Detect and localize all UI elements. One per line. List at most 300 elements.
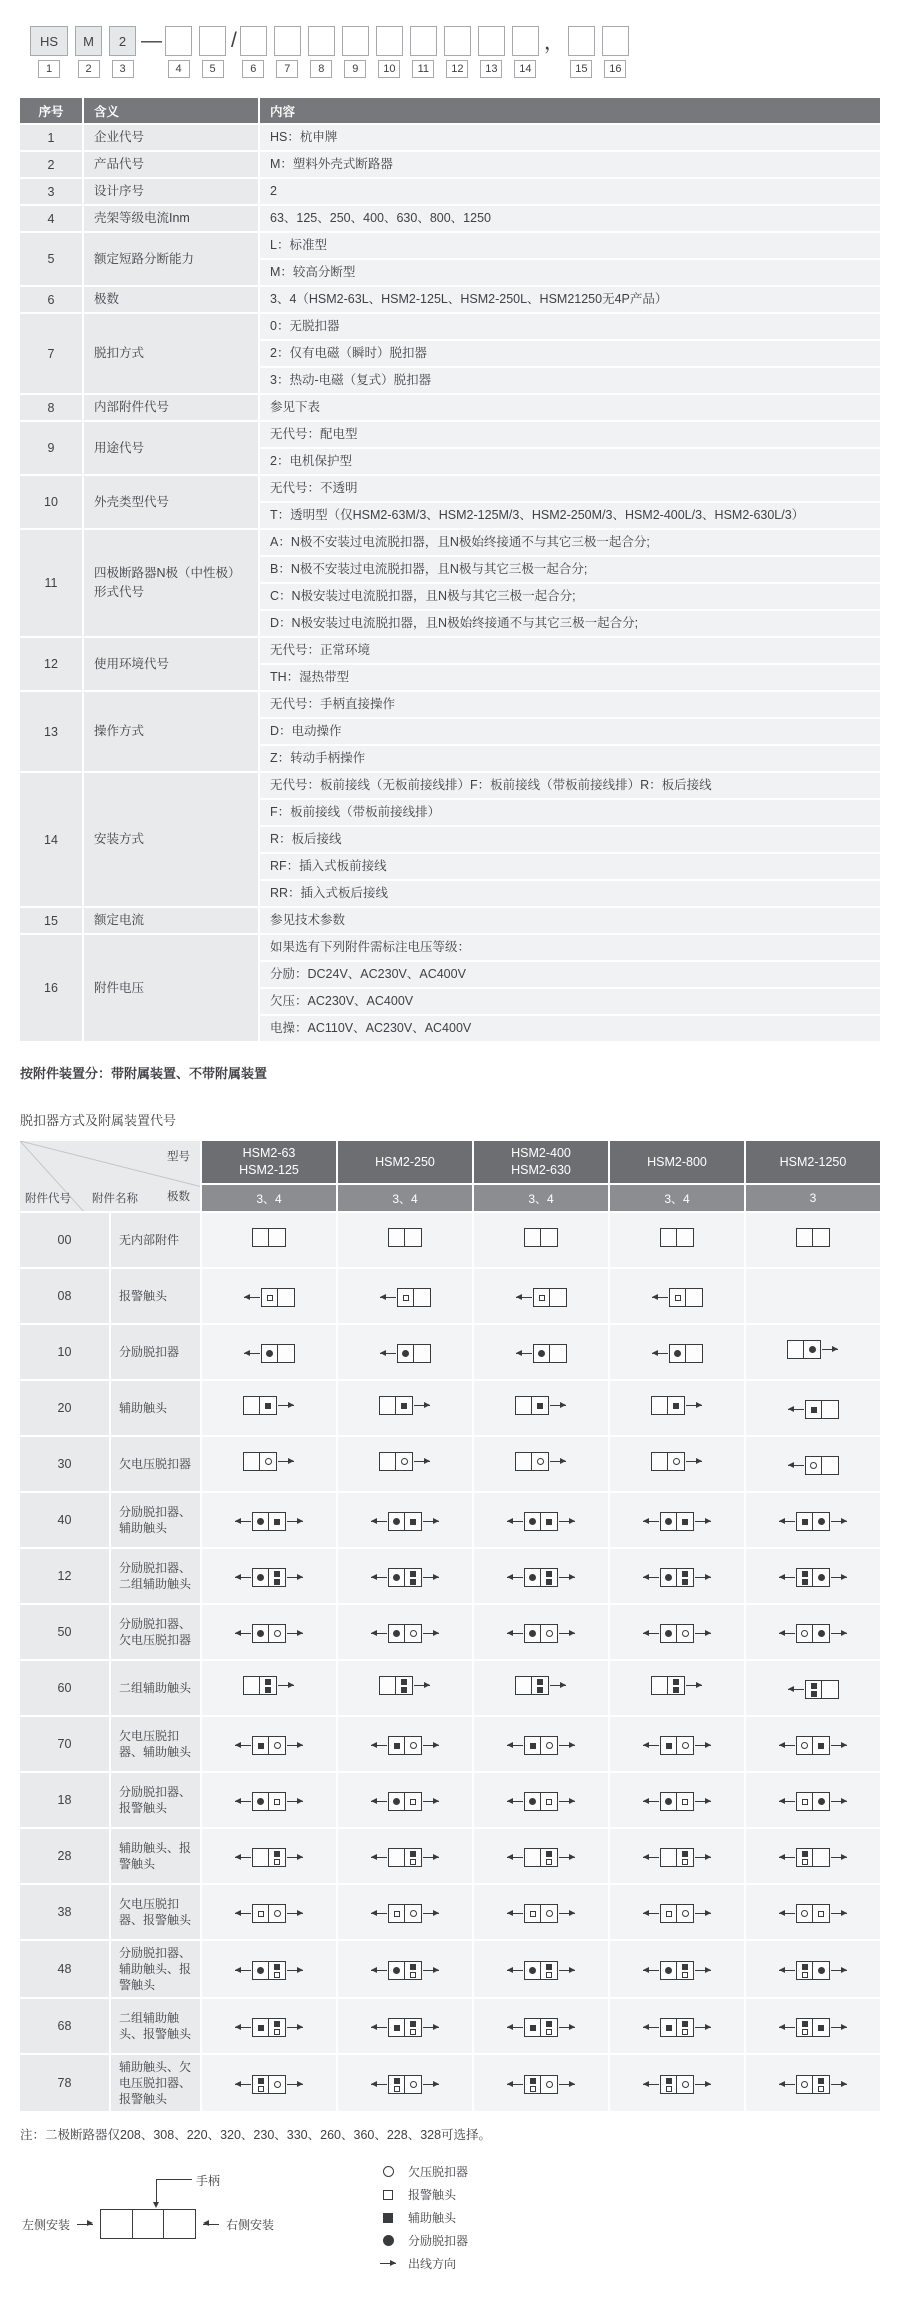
meaning-row: [19, 934, 881, 1042]
breaker-box: [669, 1344, 703, 1363]
aux-contact-symbol: [265, 1687, 271, 1693]
breaker-box: [660, 1736, 694, 1755]
accessory-diagram: [234, 2018, 304, 2037]
compartment: [252, 1736, 269, 1755]
undervoltage-release-symbol: [801, 1630, 808, 1637]
accessory-name: 报警触头: [110, 1268, 201, 1324]
accessory-code: 18: [19, 1772, 110, 1828]
breaker-box: [524, 2018, 558, 2037]
diagram-cell: [473, 1772, 609, 1828]
undervoltage-release-symbol: [682, 1910, 689, 1917]
content-line: A：N极不安装过电流脱扣器，且N极始终接通不与其它三极一起合分;: [270, 535, 650, 549]
compartment: [660, 1736, 677, 1755]
row-content: [259, 232, 881, 286]
undervoltage-release-symbol: [410, 1910, 417, 1917]
compartment: [805, 1456, 822, 1475]
aux-contact-symbol: [274, 1964, 280, 1970]
compartment: [524, 1736, 541, 1755]
row-meaning: 使用环境代号: [83, 637, 259, 691]
meaning-row: [19, 637, 881, 691]
model-code-segment: [478, 26, 505, 78]
aux-contact-symbol: [410, 1964, 416, 1970]
model-code-segment: [602, 26, 629, 78]
outgoing-arrow-left-icon: [788, 1465, 804, 1466]
accessory-diagram: [642, 1848, 712, 1867]
accessory-diagram: [778, 1961, 848, 1980]
outgoing-arrow-left-icon: [643, 1913, 659, 1914]
compartment: [414, 1344, 431, 1363]
row-number: 8: [19, 394, 83, 421]
breaker-box: [524, 1228, 558, 1247]
content-line: 63、125、250、400、630、800、1250: [270, 211, 491, 225]
compartment: [260, 1676, 277, 1695]
breaker-box: [660, 1568, 694, 1587]
header-meaning: 含义: [83, 97, 259, 124]
model-code-box: [376, 26, 403, 56]
compartment: [243, 1396, 260, 1415]
breaker-box: [796, 1848, 830, 1867]
compartment: [660, 1228, 677, 1247]
aux-alarm-stack-symbol: [546, 2021, 552, 2035]
row-meaning: 内部附件代号: [83, 394, 259, 421]
diagram-cell: [201, 2054, 337, 2112]
breaker-box: [524, 1624, 558, 1643]
diagram-cell: [201, 1212, 337, 1268]
diagram-cell: [745, 1548, 881, 1604]
accessory-diagram: [234, 1512, 304, 1531]
compartment: [677, 1848, 694, 1867]
accessory-diagram: [379, 1288, 431, 1307]
alarm-contact-symbol: [383, 2190, 393, 2200]
breaker-box: [388, 1961, 422, 1980]
shunt-release-symbol: [393, 1574, 400, 1581]
outgoing-arrow-left-icon: [235, 1857, 251, 1858]
accessory-diagram: [787, 1456, 839, 1475]
diagram-cell: [473, 1548, 609, 1604]
breaker-box: [524, 1961, 558, 1980]
compartment: [796, 1624, 813, 1643]
diagram-cell: [609, 1716, 745, 1772]
breaker-box: [796, 1792, 830, 1811]
aux-contact-symbol: [666, 2078, 672, 2084]
breaker-box: [379, 1452, 413, 1471]
breaker-box: [524, 1568, 558, 1587]
content-line: B：N极不安装过电流脱扣器，且N极与其它三极一起合分;: [260, 555, 880, 582]
outgoing-arrow-right-icon: [831, 1857, 847, 1858]
accessory-row: [19, 1828, 881, 1884]
double-aux-stack-symbol: [546, 1571, 552, 1585]
shunt-release-symbol: [393, 1518, 400, 1525]
outgoing-arrow-left-icon: [643, 1857, 659, 1858]
accessory-diagram: [243, 1344, 295, 1363]
accessory-code: 08: [19, 1268, 110, 1324]
breaker-box: [805, 1400, 839, 1419]
compartment: [813, 1228, 830, 1247]
accessory-row: [19, 1324, 881, 1380]
compartment: [269, 2075, 286, 2094]
shunt-release-symbol: [818, 1574, 825, 1581]
accessory-code: 70: [19, 1716, 110, 1772]
accessory-row: [19, 1940, 881, 1998]
outgoing-arrow-right-icon: [423, 1577, 439, 1578]
outgoing-arrow-left-icon: [507, 1577, 523, 1578]
shunt-release-symbol: [266, 1350, 273, 1357]
diagram-cell: [609, 1660, 745, 1716]
compartment: [660, 2018, 677, 2037]
compartment: [796, 1568, 813, 1587]
model-code-segment: [109, 26, 136, 78]
shunt-release-symbol: [665, 1798, 672, 1805]
content-line: 3、4（HSM2-63L、HSM2-125L、HSM2-250L、HSM21250无4P产品）: [270, 292, 668, 306]
diagram-cell: [745, 1772, 881, 1828]
compartment: [388, 1961, 405, 1980]
compartment: [533, 1288, 550, 1307]
undervoltage-release-symbol: [682, 2081, 689, 2088]
outgoing-arrow-right-icon: [695, 2084, 711, 2085]
model-name-line: HSM2-800: [647, 1154, 707, 1169]
content-line: RF：插入式板前接线: [260, 852, 880, 879]
aux-contact-symbol: [258, 2025, 264, 2031]
double-aux-stack-symbol: [682, 1571, 688, 1585]
outgoing-arrow-right-icon: [414, 1461, 430, 1462]
alarm-contact-symbol: [666, 2086, 672, 2092]
outgoing-arrow-left-icon: [779, 1970, 795, 1971]
outgoing-arrow-left-icon: [643, 1577, 659, 1578]
breaker-box: [796, 1961, 830, 1980]
outgoing-arrow-left-icon: [235, 1745, 251, 1746]
outgoing-arrow-right-icon: [287, 1745, 303, 1746]
accessory-diagram: [651, 1396, 703, 1415]
row-number: 16: [19, 934, 83, 1042]
outgoing-arrow-right-icon: [414, 1685, 430, 1686]
outgoing-arrow-left-icon: [779, 1521, 795, 1522]
compartment: [252, 1512, 269, 1531]
accessory-name: 辅助触头、报警触头: [110, 1828, 201, 1884]
compartment: [405, 1568, 422, 1587]
alarm-contact-symbol: [274, 1972, 280, 1978]
content-line: HS：杭申牌: [270, 130, 338, 144]
accessory-diagram: [642, 1736, 712, 1755]
model-code-box: [199, 26, 226, 56]
aux-contact-symbol: [265, 1679, 271, 1685]
undervoltage-release-symbol: [546, 1630, 553, 1637]
aux-contact-symbol: [410, 1571, 416, 1577]
compartment: [524, 1624, 541, 1643]
aux-contact-symbol: [383, 2213, 393, 2223]
compartment: [252, 1961, 269, 1980]
outgoing-arrow-left-icon: [380, 1353, 396, 1354]
model-code-box: HS: [30, 26, 68, 56]
row-meaning: 企业代号: [83, 124, 259, 151]
accessory-diagram: [778, 1568, 848, 1587]
outgoing-arrow-right-icon: [559, 1913, 575, 1914]
compartment: [796, 1792, 813, 1811]
diagram-cell: [337, 1268, 473, 1324]
accessory-code: 68: [19, 1998, 110, 2054]
breaker-box: [660, 2075, 694, 2094]
accessory-row: [19, 1380, 881, 1436]
undervoltage-release-symbol: [673, 1458, 680, 1465]
shunt-release-symbol: [818, 1518, 825, 1525]
undervoltage-release-symbol: [682, 1630, 689, 1637]
compartment: [405, 1961, 422, 1980]
content-line: 参见下表: [270, 400, 321, 414]
left-install-label: 左侧安装: [22, 2217, 71, 2232]
content-line: L：标准型: [270, 238, 327, 252]
model-code-position: 8: [310, 60, 332, 78]
poles-value: 3、4: [473, 1184, 609, 1212]
model-header: [745, 1140, 881, 1184]
outgoing-arrow-left-icon: [516, 1297, 532, 1298]
alarm-contact-symbol: [682, 2029, 688, 2035]
accessory-name: 分励脱扣器、欠电压脱扣器: [110, 1604, 201, 1660]
compartment: [660, 1848, 677, 1867]
outgoing-arrow-left-icon: [779, 2084, 795, 2085]
breaker-box: [388, 2018, 422, 2037]
accessory-diagram: [506, 1848, 576, 1867]
row-number: 10: [19, 475, 83, 529]
content-line: 0：无脱扣器: [270, 319, 340, 333]
diagram-cell: [609, 1548, 745, 1604]
compartment: [796, 1512, 813, 1531]
compartment: [804, 1340, 821, 1359]
diagram-cell: [337, 1772, 473, 1828]
right-install-label: 右侧安装: [226, 2217, 275, 2232]
diagram-cell: [201, 1548, 337, 1604]
breaker-box: [524, 1848, 558, 1867]
outgoing-arrow-right-icon: [423, 1801, 439, 1802]
breaker-box: [252, 1228, 286, 1247]
aux-contact-symbol: [546, 1964, 552, 1970]
diagram-cell: [201, 1828, 337, 1884]
content-line: 电操：AC110V、AC230V、AC400V: [260, 1014, 880, 1041]
shunt-release-symbol: [809, 1346, 816, 1353]
content-line: TH：湿热带型: [260, 663, 880, 690]
accessory-diagram: [515, 1344, 567, 1363]
install-row: [22, 2209, 274, 2239]
diagram-cell: [609, 1492, 745, 1548]
model-code-segment: [308, 26, 335, 78]
alarm-contact-symbol: [802, 2029, 808, 2035]
alarm-contact-symbol: [274, 1859, 280, 1865]
legend-label: 欠压脱扣器: [408, 2165, 469, 2179]
poles-value: 3、4: [609, 1184, 745, 1212]
alarm-contact-symbol: [410, 2029, 416, 2035]
row-content: [259, 475, 881, 529]
breaker-box: [651, 1396, 685, 1415]
row-meaning: 脱扣方式: [83, 313, 259, 394]
shunt-release-symbol: [383, 2235, 394, 2246]
meaning-row: [19, 178, 881, 205]
model-header: [337, 1140, 473, 1184]
accessory-name: 欠电压脱扣器、辅助触头: [110, 1716, 201, 1772]
legend-label: 出线方向: [408, 2257, 457, 2271]
model-code-box: [308, 26, 335, 56]
breaker-box: [660, 1624, 694, 1643]
model-code-box: [512, 26, 539, 56]
outgoing-arrow-left-icon: [516, 1353, 532, 1354]
accessory-diagram: [778, 1736, 848, 1755]
outgoing-arrow-right-icon: [423, 1745, 439, 1746]
legend-item: [378, 2186, 468, 2203]
accessory-row: [19, 2054, 881, 2112]
compartment: [515, 1452, 532, 1471]
outgoing-arrow-left-icon: [371, 1857, 387, 1858]
handle-arrow-down-icon: [156, 2179, 157, 2203]
code-meaning-table-header: [19, 97, 881, 124]
model-code-position: 7: [276, 60, 298, 78]
outgoing-arrow-right-icon: [686, 1405, 702, 1406]
accessory-diagram: [370, 2018, 440, 2037]
outgoing-arrow-right-icon: [822, 1349, 838, 1350]
breaker-box: [397, 1288, 431, 1307]
diagram-cell: [473, 1492, 609, 1548]
compartment: [660, 1568, 677, 1587]
undervoltage-release-symbol: [410, 1742, 417, 1749]
accessory-row: [19, 1604, 881, 1660]
outgoing-arrow-left-icon: [371, 2084, 387, 2085]
accessory-diagram: [388, 1228, 422, 1247]
breaker-box: [379, 1676, 413, 1695]
compartment: [541, 1228, 558, 1247]
compartment: [686, 1288, 703, 1307]
diagram-cell: [745, 1660, 881, 1716]
aux-contact-symbol: [666, 1743, 672, 1749]
model-code-segment: [410, 26, 437, 78]
accessory-diagram: [515, 1452, 567, 1471]
breaker-box: [397, 1344, 431, 1363]
compartment: [813, 1792, 830, 1811]
compartment: [405, 1736, 422, 1755]
breaker-compartment: [132, 2210, 164, 2238]
outgoing-arrow-left-icon: [507, 1913, 523, 1914]
model-code-segment: [199, 26, 226, 78]
shunt-release-symbol: [818, 1967, 825, 1974]
breaker-box: [252, 1792, 286, 1811]
accessory-diagram: [651, 1676, 703, 1695]
aux-alarm-stack-symbol: [682, 1964, 688, 1978]
aux-alarm-stack-symbol: [274, 1964, 280, 1978]
outgoing-arrow-right-icon: [695, 1913, 711, 1914]
model-code-segment: [568, 26, 595, 78]
compartment: [668, 1676, 685, 1695]
accessory-row: [19, 1212, 881, 1268]
shunt-release-symbol: [257, 1518, 264, 1525]
outgoing-arrow-right-icon: [423, 2084, 439, 2085]
aux-alarm-stack-symbol: [274, 2021, 280, 2035]
compartment: [669, 1344, 686, 1363]
diagram-cell: [609, 1604, 745, 1660]
compartment: [243, 1676, 260, 1695]
outgoing-arrow-left-icon: [371, 1801, 387, 1802]
row-meaning: 壳架等级电流Inm: [83, 205, 259, 232]
aux-contact-symbol: [265, 1403, 271, 1409]
compartment: [813, 1904, 830, 1923]
diagram-cell: [745, 1604, 881, 1660]
undervoltage-release-symbol: [410, 1630, 417, 1637]
outgoing-arrow-left-icon: [235, 2084, 251, 2085]
compartment: [252, 2018, 269, 2037]
compartment: [660, 1512, 677, 1531]
shunt-release-symbol: [257, 1630, 264, 1637]
compartment: [269, 2018, 286, 2037]
model-code-box: [342, 26, 369, 56]
compartment: [260, 1396, 277, 1415]
compartment: [796, 1904, 813, 1923]
accessory-code: 30: [19, 1436, 110, 1492]
corner-label-model: 型号: [167, 1151, 190, 1163]
compartment: [414, 1288, 431, 1307]
breaker-box: [388, 1848, 422, 1867]
outgoing-arrow-right-icon: [695, 1801, 711, 1802]
aux-contact-symbol: [546, 1579, 552, 1585]
accessory-diagram: [506, 1568, 576, 1587]
handle-leader-line: [156, 2179, 192, 2180]
compartment: [269, 1961, 286, 1980]
diagram-cell: [473, 1940, 609, 1998]
row-meaning: 产品代号: [83, 151, 259, 178]
breaker-compartment: [101, 2210, 132, 2238]
diagram-cell: [609, 1828, 745, 1884]
outgoing-arrow-right-icon: [695, 1633, 711, 1634]
content-line: RR：插入式板后接线: [260, 879, 880, 906]
accessory-diagram: [651, 1452, 703, 1471]
outgoing-arrow-right-icon: [559, 2084, 575, 2085]
accessory-diagram: [642, 2018, 712, 2037]
compartment: [388, 1568, 405, 1587]
undervoltage-release-symbol: [537, 1458, 544, 1465]
double-aux-stack-symbol: [265, 1679, 271, 1693]
accessory-diagram: [642, 1961, 712, 1980]
compartment: [405, 1624, 422, 1643]
accessory-code: 28: [19, 1828, 110, 1884]
accessory-diagram: [515, 1288, 567, 1307]
accessory-diagram: [234, 1736, 304, 1755]
handle-label: 手柄: [196, 2174, 221, 2188]
row-number: 6: [19, 286, 83, 313]
diagram-cell: [337, 1604, 473, 1660]
model-code-box: [274, 26, 301, 56]
row-content: [259, 178, 881, 205]
breaker-box: [533, 1288, 567, 1307]
header-content: 内容: [259, 97, 881, 124]
accessory-code: 40: [19, 1492, 110, 1548]
compartment: [397, 1344, 414, 1363]
shunt-release-symbol: [665, 1967, 672, 1974]
outgoing-arrow-right-icon: [287, 2084, 303, 2085]
alarm-contact-symbol: [546, 1799, 552, 1805]
accessory-diagram: [778, 1792, 848, 1811]
breaker-box: [515, 1676, 549, 1695]
outgoing-arrow-right-icon: [287, 2027, 303, 2028]
dot-legend-icon: [378, 2235, 398, 2246]
outgoing-arrow-right-icon: [550, 1405, 566, 1406]
compartment: [677, 1792, 694, 1811]
undervoltage-release-symbol: [801, 1742, 808, 1749]
undervoltage-release-symbol: [546, 1910, 553, 1917]
row-meaning: 附件电压: [83, 934, 259, 1042]
row-content: [259, 286, 881, 313]
accessory-diagram: [660, 1228, 694, 1247]
row-content: [259, 124, 881, 151]
accessory-diagram: [234, 2075, 304, 2094]
accessory-row: [19, 1492, 881, 1548]
breaker-box: [524, 1512, 558, 1531]
outgoing-arrow-right-icon: [559, 1801, 575, 1802]
diagram-cell: [337, 1828, 473, 1884]
compartment: [388, 1228, 405, 1247]
outgoing-arrow-right-icon: [695, 1577, 711, 1578]
